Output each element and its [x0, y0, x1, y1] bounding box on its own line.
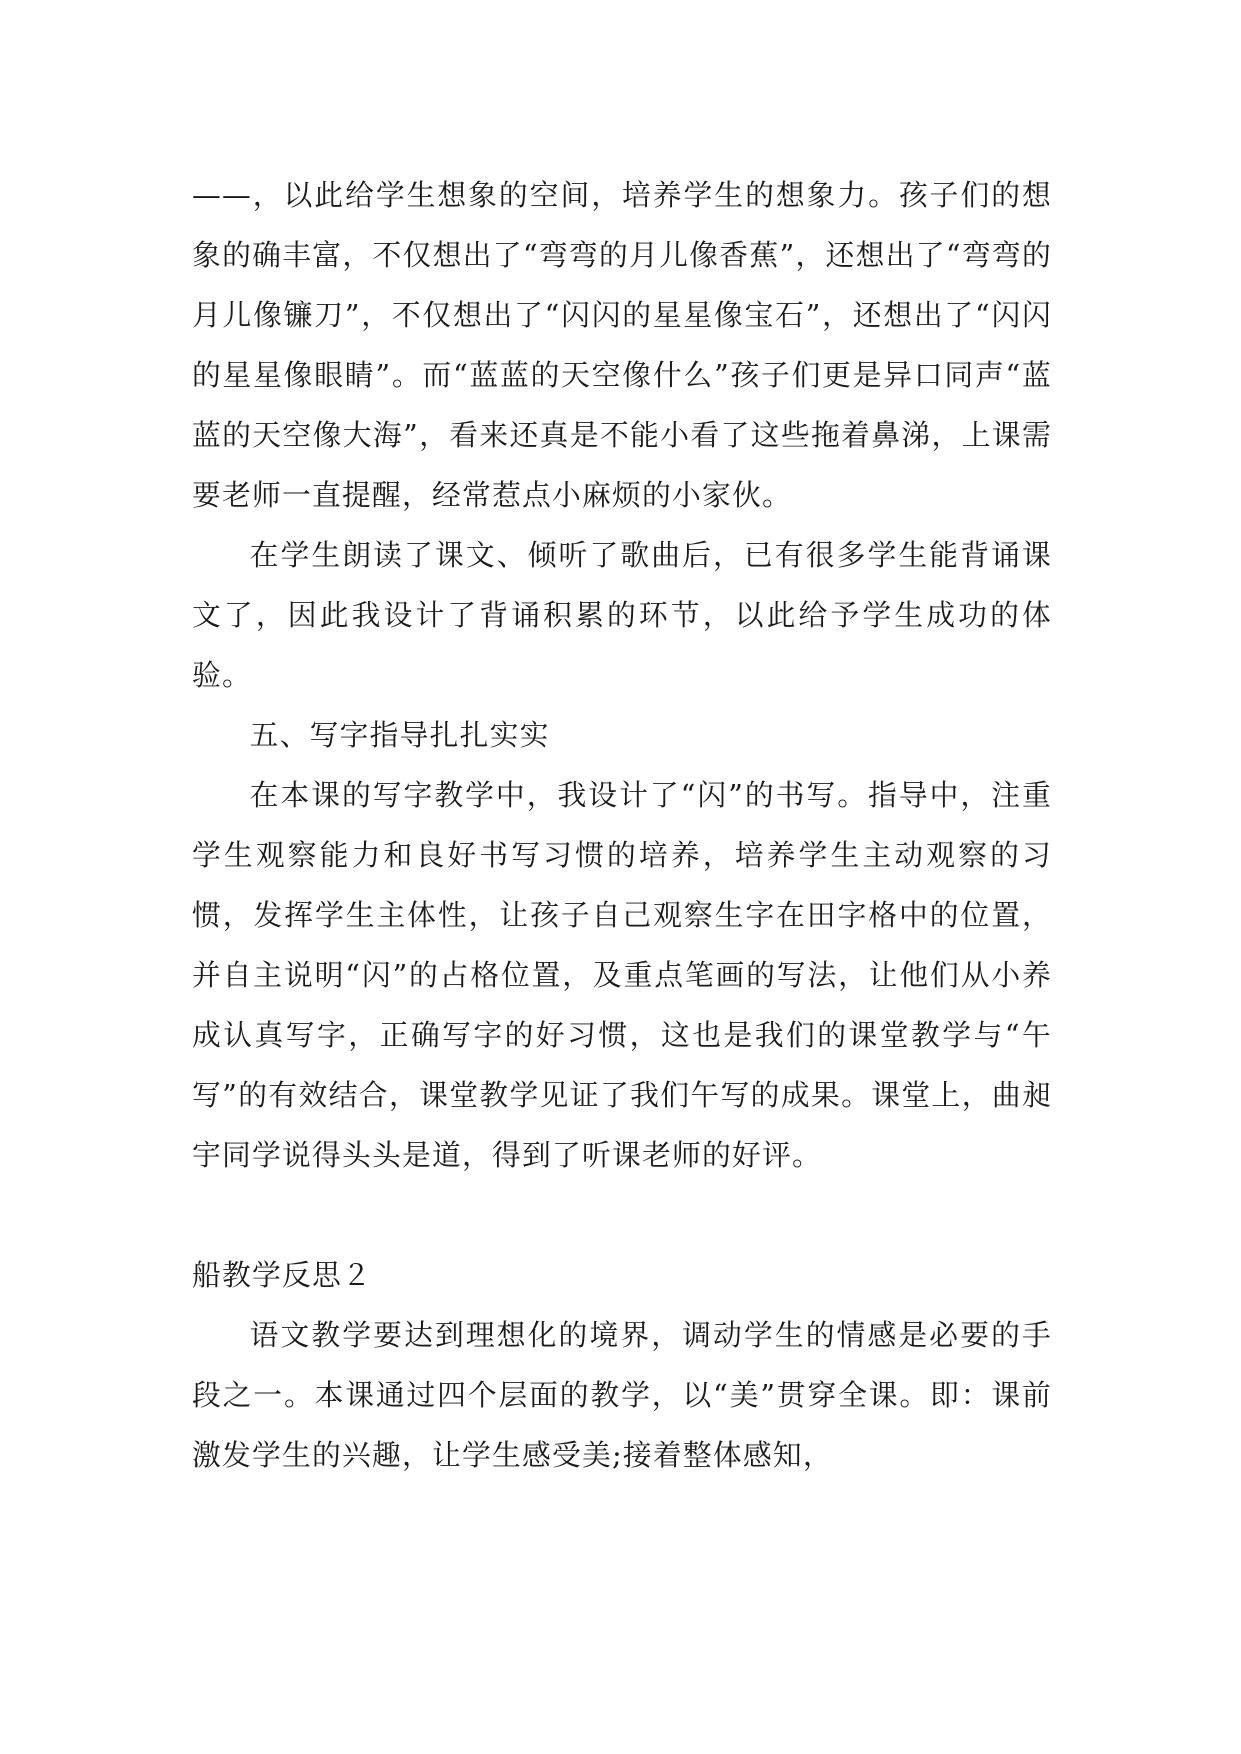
paragraph-writing: 在本课的写字教学中，我设计了“闪”的书写。指导中，注重学生观察能力和良好书写习惯的培养，培养学生主动观察的习惯，发挥学生主体性，让孩子自己观察生字在田字格中的位置，并自主说明“闪”的占格位置，及重点笔画的写法，让他们从小养成认真写字，正确写字的好习惯，这也是我们的课堂教学与“午写”的有效结合，课堂教学见证了我们午写的成果。课堂上，曲昶宇同学说得头头是道，得到了听课老师的好评。: [192, 778, 1052, 1172]
document-title: 船教学反思２: [192, 1258, 372, 1292]
section-heading: 五、写字指导扎扎实实: [249, 718, 550, 752]
paragraph-recitation: 在学生朗读了课文、倾听了歌曲后，已有很多学生能背诵课文了，因此我设计了背诵积累的环节，以此给予学生成功的体验。: [192, 538, 1052, 692]
paragraph-reflection-intro: 语文教学要达到理想化的境界，调动学生的情感是必要的手段之一。本课通过四个层面的教学，以“美”贯穿全课。即：课前激发学生的兴趣，让学生感受美;接着整体感知，: [192, 1318, 1052, 1472]
document-body: [192, 165, 1052, 1485]
continuation-paragraph: ——，以此给学生想象的空间，培养学生的想象力。孩子们的想象的确丰富，不仅想出了“弯弯的月儿像香蕉”，还想出了“弯弯的月儿像镰刀”，不仅想出了“闪闪的星星像宝石”，还想出了“闪闪的星星像眼睛”。而“蓝蓝的天空像什么”孩子们更是异口同声“蓝蓝的天空像大海”，看来还真是不能小看了这些拖着鼻涕，上课需要老师一直提醒，经常惹点小麻烦的小家伙。: [192, 178, 1052, 512]
